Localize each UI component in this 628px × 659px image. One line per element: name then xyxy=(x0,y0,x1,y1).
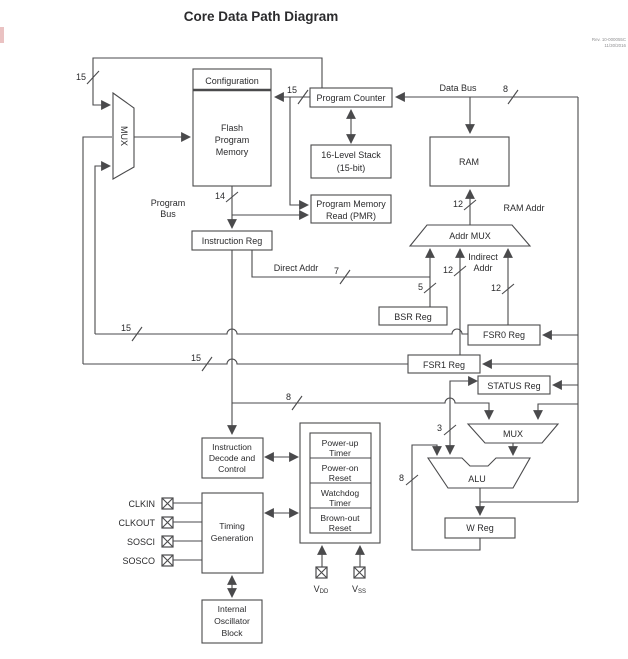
wire-bus-to-mux xyxy=(538,404,578,419)
clkout-pin-icon xyxy=(162,517,173,528)
width-14: 14 xyxy=(214,191,225,201)
width-7-direct: 7 xyxy=(333,266,339,276)
wire-pc-to-pmr xyxy=(290,97,308,205)
addr-mux-label: Addr MUX xyxy=(449,231,491,241)
decode-label-1: Instruction xyxy=(212,442,252,452)
decode-label-3: Control xyxy=(218,464,246,474)
vdd-pin-icon xyxy=(316,567,327,578)
iosc-label-3: Block xyxy=(221,628,243,638)
vss-label: VSS xyxy=(351,584,367,595)
flash-label-1: Flash xyxy=(220,123,244,133)
pmr-label-1: Program Memory xyxy=(316,199,386,209)
width-5-bsr: 5 xyxy=(417,282,423,292)
wire-mux-mid-input xyxy=(83,137,112,364)
reset-row4-l1: Brown-out xyxy=(320,513,360,523)
wire-fsr0-loop xyxy=(95,329,468,334)
reset-row1-l1: Power-up xyxy=(321,438,359,448)
timing-label-1: Timing xyxy=(219,521,245,531)
timing-label-2: Generation xyxy=(210,533,254,543)
width-15-pc: 15 xyxy=(286,85,297,95)
reset-row2-l1: Power-on xyxy=(321,463,359,473)
width-15-fsr1loop: 15 xyxy=(190,353,201,363)
width-12-ramaddr: 12 xyxy=(452,199,463,209)
wire-status-alu xyxy=(450,381,477,454)
pc-mux-label: MUX xyxy=(119,126,129,146)
width-3-status: 3 xyxy=(436,423,442,433)
sosci-pin-icon xyxy=(162,536,173,547)
wire-fsr1-loop xyxy=(83,359,408,364)
sosci-label: SOSCI xyxy=(126,537,155,547)
reset-row2-l2: Reset xyxy=(328,473,352,483)
fsr0-label: FSR0 Reg xyxy=(482,330,526,340)
reset-row1-l2: Timer xyxy=(329,448,351,458)
wreg-label: W Reg xyxy=(466,523,494,533)
width-8-literal: 8 xyxy=(285,392,291,402)
indirect-addr-label-2: Addr xyxy=(473,263,493,273)
alu-mux-label: MUX xyxy=(503,429,523,439)
fsr1-label: FSR1 Reg xyxy=(422,360,466,370)
reset-row3-l2: Timer xyxy=(329,498,351,508)
red-edge-mark xyxy=(0,27,4,43)
direct-addr-label: Direct Addr xyxy=(273,263,319,273)
page-title: Core Data Path Diagram xyxy=(183,9,339,24)
sosco-pin-icon xyxy=(162,555,173,566)
configuration-label: Configuration xyxy=(205,76,259,86)
program-bus-label-2: Bus xyxy=(160,209,176,219)
flash-label-2: Program xyxy=(214,135,250,145)
figure-rev-note-line2: 11/30/2016 xyxy=(604,43,626,48)
clkout-label: CLKOUT xyxy=(118,518,155,528)
ram-label: RAM xyxy=(459,157,479,167)
program-counter-label: Program Counter xyxy=(316,93,386,103)
ram-addr-label: RAM Addr xyxy=(503,203,545,213)
width-15-top: 15 xyxy=(75,72,86,82)
width-15-fsr0loop: 15 xyxy=(120,323,131,333)
reset-row4-l2: Reset xyxy=(328,523,352,533)
alu-label: ALU xyxy=(468,474,486,484)
width-8-databus: 8 xyxy=(502,84,508,94)
instruction-reg-label: Instruction Reg xyxy=(201,236,263,246)
iosc-label-2: Oscillator xyxy=(214,616,250,626)
iosc-label-1: Internal xyxy=(217,604,247,614)
data-bus-label: Data Bus xyxy=(439,83,477,93)
clkin-label: CLKIN xyxy=(128,499,155,509)
vss-pin-icon xyxy=(354,567,365,578)
stack-label-2: (15-bit) xyxy=(336,163,366,173)
clkin-pin-icon xyxy=(162,498,173,509)
decode-label-2: Decode and xyxy=(208,453,256,463)
width-8-wreg: 8 xyxy=(398,473,404,483)
pmr-label-2: Read (PMR) xyxy=(325,211,377,221)
width-12-fsr0: 12 xyxy=(490,283,501,293)
stack-label-1: 16-Level Stack xyxy=(321,150,381,160)
reset-row3-l1: Watchdog xyxy=(320,488,360,498)
program-bus-label-1: Program xyxy=(150,198,186,208)
bsr-label: BSR Reg xyxy=(394,312,432,322)
figure-rev-note-line1: Rev. 10-000055C xyxy=(591,37,626,42)
flash-label-3: Memory xyxy=(215,147,249,157)
vdd-label: VDD xyxy=(313,584,329,595)
width-12-indirect: 12 xyxy=(442,265,453,275)
wire-mux-bottom-input xyxy=(95,166,110,334)
indirect-addr-label-1: Indirect xyxy=(468,252,498,262)
sosco-label: SOSCO xyxy=(122,556,155,566)
status-label: STATUS Reg xyxy=(487,381,541,391)
